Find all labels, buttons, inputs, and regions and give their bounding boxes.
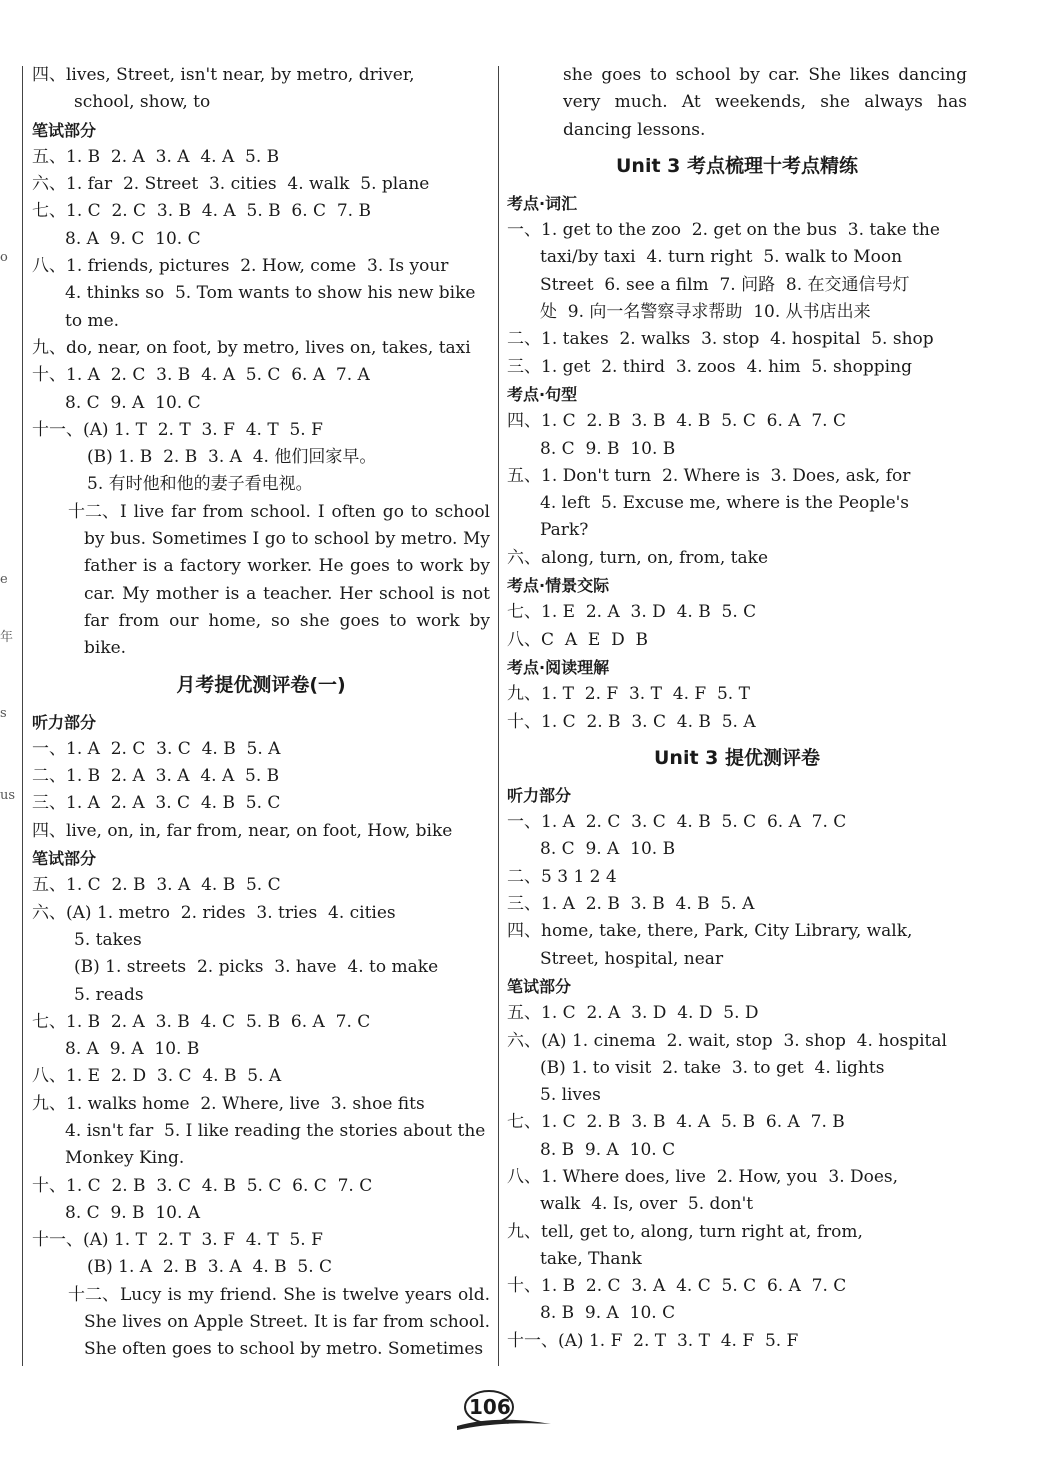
answer-line: Street 6. see a film 7. 问路 8. 在交通信号灯 [540, 274, 910, 295]
answer-line: take, Thank [540, 1248, 642, 1269]
section-heading: 考点·阅读理解 [507, 657, 610, 677]
question-number: 十二、 [68, 1284, 119, 1305]
section-heading: 听力部分 [32, 712, 97, 732]
answer-line: 四、lives, Street, isn't near, by metro, driver, [32, 65, 415, 85]
answer-line: (B) 1. B 2. B 3. A 4. 他们回家早。 [87, 447, 377, 468]
writing-answer [32, 1282, 490, 1364]
answer-line: 处 9. 向一名警察寻求帮助 10. 从书店出来 [540, 302, 871, 323]
answer-line: 二、5 3 1 2 4 [507, 866, 617, 887]
edge-fragment: e [0, 572, 8, 587]
answer-line: 十、1. C 2. B 3. C 4. B 5. A [507, 711, 756, 732]
answer-line: (B) 1. streets 2. picks 3. have 4. to make [74, 957, 439, 978]
answer-line: 六、along, turn, on, from, take [507, 547, 769, 568]
section-heading: 笔试部分 [32, 120, 97, 140]
answer-line: 十、1. C 2. B 3. C 4. B 5. C 6. C 7. C [32, 1175, 373, 1196]
answer-line: Monkey King. [65, 1148, 185, 1169]
answer-line: 八、1. E 2. D 3. C 4. B 5. A [32, 1066, 282, 1087]
answer-line: 三、1. get 2. third 3. zoos 4. him 5. shopping [507, 356, 912, 377]
section-heading: 听力部分 [507, 785, 572, 805]
answer-line: 十一、(A) 1. F 2. T 3. T 4. F 5. F [507, 1330, 799, 1351]
section-heading: 笔试部分 [32, 849, 97, 869]
test-title: 月考提优测评卷(一) [176, 673, 346, 696]
answer-line: 十、1. B 2. C 3. A 4. C 5. C 6. A 7. C [507, 1276, 847, 1297]
answer-line: 七、1. B 2. A 3. B 4. C 5. B 6. A 7. C [32, 1011, 371, 1032]
answer-line: 五、1. C 2. B 3. A 4. B 5. C [32, 875, 281, 896]
answer-line: 七、1. C 2. C 3. B 4. A 5. B 6. C 7. B [32, 201, 371, 222]
answer-line: (B) 1. to visit 2. take 3. to get 4. lights [540, 1057, 885, 1078]
answer-line: 六、1. far 2. Street 3. cities 4. walk 5. plane [32, 174, 430, 195]
answer-line: 8. A 9. A 10. B [65, 1039, 200, 1060]
answer-line: 8. B 9. A 10. C [540, 1139, 676, 1160]
answer-line: 5. reads [74, 984, 144, 1005]
answer-line: 六、(A) 1. metro 2. rides 3. tries 4. cities [32, 902, 396, 923]
answer-line: 8. C 9. A 10. C [65, 392, 201, 413]
answer-line: 4. thinks so 5. Tom wants to show his new bike [65, 283, 476, 304]
writing-answer [32, 499, 490, 663]
section-heading: 考点·情景交际 [507, 576, 610, 596]
answer-line: taxi/by taxi 4. turn right 5. walk to Moon [540, 247, 903, 268]
answer-line: 九、tell, get to, along, turn right at, from, [507, 1221, 863, 1242]
left-column [32, 62, 490, 1364]
answer-line: 九、1. T 2. F 3. T 4. F 5. T [507, 684, 750, 705]
answer-line: 三、1. A 2. A 3. C 4. B 5. C [32, 793, 281, 814]
answer-line: 8. A 9. C 10. C [65, 228, 201, 249]
answer-line: 四、1. C 2. B 3. B 4. B 5. C 6. A 7. C [507, 411, 846, 432]
edge-fragment: o [0, 250, 8, 265]
right-column [507, 62, 967, 1355]
answer-line: 8. C 9. A 10. B [540, 839, 676, 860]
answer-line: 十一、(A) 1. T 2. T 3. F 4. T 5. F [32, 1230, 323, 1251]
answer-line: 七、1. C 2. B 3. B 4. A 5. B 6. A 7. B [507, 1112, 845, 1133]
answer-line: Street, hospital, near [540, 948, 724, 969]
answer-line: 八、1. Where does, live 2. How, you 3. Does, [507, 1166, 899, 1187]
question-number: 十二、 [68, 501, 119, 522]
answer-line: 五、1. Don't turn 2. Where is 3. Does, ask, for [507, 465, 911, 486]
test-title: Unit 3 考点梳理十考点精练 [615, 154, 858, 177]
answer-paragraph: she goes to school by car. She likes dancing very much. At weekends, she always has dancing lessons. [563, 65, 967, 140]
answer-line: 一、1. get to the zoo 2. get on the bus 3. take the [507, 220, 940, 241]
answer-line: 8. B 9. A 10. C [540, 1303, 676, 1324]
answer-line: 一、1. A 2. C 3. C 4. B 5. A [32, 738, 281, 759]
answer-line: 四、live, on, in, far from, near, on foot, How, bike [32, 820, 453, 841]
answer-line: walk 4. Is, over 5. don't [540, 1194, 754, 1215]
answer-paragraph: Lucy is my friend. She is twelve years old. She lives on Apple Street. It is far from school. She often goes to school by metro. Sometimes [84, 1284, 490, 1360]
column-divider [498, 66, 499, 1366]
answer-line: 八、C A E D B [507, 629, 649, 650]
answer-line: 二、1. takes 2. walks 3. stop 4. hospital 5. shop [507, 329, 934, 350]
writing-answer [507, 62, 967, 144]
answer-line: 8. C 9. B 10. A [65, 1202, 201, 1223]
answer-line: 4. isn't far 5. I like reading the stories about the [65, 1120, 486, 1141]
answer-line: 十、1. A 2. C 3. B 4. A 5. C 6. A 7. A [32, 365, 370, 386]
answer-line: 八、1. friends, pictures 2. How, come 3. Is your [32, 256, 449, 277]
edge-fragment: s [0, 706, 7, 721]
answer-line: 5. 有时他和他的妻子看电视。 [87, 474, 313, 495]
page-number-badge [455, 1388, 555, 1428]
section-heading: 考点·句型 [507, 384, 578, 404]
answer-line: 5. takes [74, 929, 142, 950]
answer-line: 4. left 5. Excuse me, where is the People's [540, 493, 910, 514]
page-number: 106 [469, 1395, 511, 1419]
edge-fragment: us [0, 788, 16, 803]
answer-line: Park? [540, 520, 589, 541]
answer-line: 九、do, near, on foot, by metro, lives on, takes, taxi [32, 337, 471, 358]
answer-line: 十一、(A) 1. T 2. T 3. F 4. T 5. F [32, 419, 323, 440]
answer-line: 8. C 9. B 10. B [540, 438, 676, 459]
edge-fragment: 年 [0, 630, 14, 645]
answer-line: 5. lives [540, 1085, 601, 1106]
answer-line: to me. [65, 310, 120, 331]
answer-line: 七、1. E 2. A 3. D 4. B 5. C [507, 602, 757, 623]
answer-line: 六、(A) 1. cinema 2. wait, stop 3. shop 4. hospital [507, 1030, 947, 1051]
test-title: Unit 3 提优测评卷 [654, 746, 820, 769]
answer-line: 九、1. walks home 2. Where, live 3. shoe fits [32, 1093, 425, 1114]
answer-line: 二、1. B 2. A 3. A 4. A 5. B [32, 766, 280, 787]
section-heading: 考点·词汇 [507, 193, 578, 213]
left-margin-rule [22, 66, 23, 1366]
answer-paragraph: I live far from school. I often go to school by bus. Sometimes I go to school by metro. My father is a factory worker. He goes to work by car. My mother is a teacher. Her school is not far from our home, so she goes to work by bike. [84, 501, 490, 659]
section-heading: 笔试部分 [507, 976, 572, 996]
answer-line: 五、1. C 2. A 3. D 4. D 5. D [507, 1003, 759, 1024]
answer-line: 一、1. A 2. C 3. C 4. B 5. C 6. A 7. C [507, 812, 847, 833]
answer-line: (B) 1. A 2. B 3. A 4. B 5. C [87, 1257, 333, 1278]
answer-line: 四、home, take, there, Park, City Library, walk, [507, 921, 913, 942]
answer-line: 五、1. B 2. A 3. A 4. A 5. B [32, 146, 280, 167]
answer-line: 三、1. A 2. B 3. B 4. B 5. A [507, 894, 755, 915]
answer-line: school, show, to [74, 92, 211, 113]
